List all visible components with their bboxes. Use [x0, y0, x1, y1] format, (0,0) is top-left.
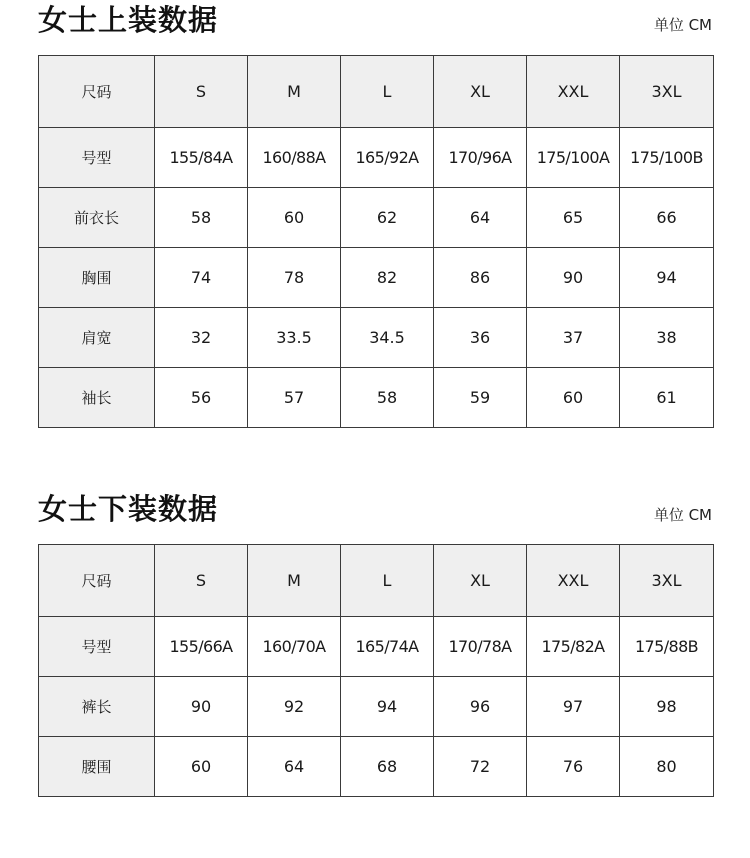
- table-row: [39, 677, 714, 737]
- header-cell: L: [341, 56, 434, 128]
- table-cell: 170/78A: [434, 617, 527, 677]
- tops-unit-label: 单位 CM: [653, 16, 712, 34]
- table-cell: 160/70A: [248, 617, 341, 677]
- bottoms-size-table: [38, 544, 714, 797]
- table-cell: 64: [434, 188, 527, 248]
- table-cell: 175/82A: [527, 617, 620, 677]
- row-label: 前衣长: [39, 188, 155, 248]
- table-cell: 62: [341, 188, 434, 248]
- bottoms-header-row: [39, 545, 714, 617]
- table-cell: 90: [527, 248, 620, 308]
- table-cell: 34.5: [341, 308, 434, 368]
- table-cell: 72: [434, 737, 527, 797]
- header-cell: 3XL: [620, 545, 714, 617]
- header-cell: M: [248, 56, 341, 128]
- table-cell: 60: [248, 188, 341, 248]
- table-cell: 175/88B: [620, 617, 714, 677]
- table-cell: 98: [620, 677, 714, 737]
- table-row: [39, 308, 714, 368]
- table-row: [39, 128, 714, 188]
- table-cell: 61: [620, 368, 714, 428]
- table-cell: 155/66A: [155, 617, 248, 677]
- table-cell: 80: [620, 737, 714, 797]
- table-row: [39, 617, 714, 677]
- table-cell: 97: [527, 677, 620, 737]
- table-cell: 94: [341, 677, 434, 737]
- header-cell: XXL: [527, 56, 620, 128]
- table-cell: 65: [527, 188, 620, 248]
- table-cell: 60: [155, 737, 248, 797]
- table-cell: 37: [527, 308, 620, 368]
- table-cell: 165/74A: [341, 617, 434, 677]
- table-cell: 92: [248, 677, 341, 737]
- row-label: 肩宽: [39, 308, 155, 368]
- header-cell: S: [155, 56, 248, 128]
- table-row: [39, 188, 714, 248]
- table-cell: 78: [248, 248, 341, 308]
- header-cell: 尺码: [39, 56, 155, 128]
- table-cell: 165/92A: [341, 128, 434, 188]
- table-cell: 160/88A: [248, 128, 341, 188]
- row-label: 胸围: [39, 248, 155, 308]
- tops-header-row: [39, 56, 714, 128]
- table-cell: 57: [248, 368, 341, 428]
- table-row: [39, 368, 714, 428]
- table-cell: 38: [620, 308, 714, 368]
- table-cell: 170/96A: [434, 128, 527, 188]
- header-cell: M: [248, 545, 341, 617]
- table-cell: 58: [155, 188, 248, 248]
- table-cell: 60: [527, 368, 620, 428]
- bottoms-unit-label: 单位 CM: [653, 506, 712, 524]
- table-cell: 59: [434, 368, 527, 428]
- header-cell: L: [341, 545, 434, 617]
- table-row: [39, 737, 714, 797]
- table-cell: 155/84A: [155, 128, 248, 188]
- header-cell: XL: [434, 56, 527, 128]
- table-cell: 68: [341, 737, 434, 797]
- table-cell: 56: [155, 368, 248, 428]
- tops-section-title: 女士上装数据: [38, 3, 219, 37]
- table-cell: 90: [155, 677, 248, 737]
- tops-size-table: [38, 55, 714, 428]
- bottoms-section-title: 女士下装数据: [38, 492, 219, 526]
- table-cell: 36: [434, 308, 527, 368]
- table-cell: 64: [248, 737, 341, 797]
- header-cell: 尺码: [39, 545, 155, 617]
- header-cell: XL: [434, 545, 527, 617]
- table-cell: 175/100A: [527, 128, 620, 188]
- row-label: 裤长: [39, 677, 155, 737]
- header-cell: S: [155, 545, 248, 617]
- table-row: [39, 248, 714, 308]
- row-label: 腰围: [39, 737, 155, 797]
- table-cell: 175/100B: [620, 128, 714, 188]
- table-cell: 33.5: [248, 308, 341, 368]
- table-cell: 66: [620, 188, 714, 248]
- row-label: 号型: [39, 128, 155, 188]
- table-cell: 74: [155, 248, 248, 308]
- table-cell: 32: [155, 308, 248, 368]
- table-cell: 86: [434, 248, 527, 308]
- table-cell: 96: [434, 677, 527, 737]
- header-cell: 3XL: [620, 56, 714, 128]
- table-cell: 82: [341, 248, 434, 308]
- row-label: 袖长: [39, 368, 155, 428]
- table-cell: 76: [527, 737, 620, 797]
- table-cell: 94: [620, 248, 714, 308]
- table-cell: 58: [341, 368, 434, 428]
- header-cell: XXL: [527, 545, 620, 617]
- row-label: 号型: [39, 617, 155, 677]
